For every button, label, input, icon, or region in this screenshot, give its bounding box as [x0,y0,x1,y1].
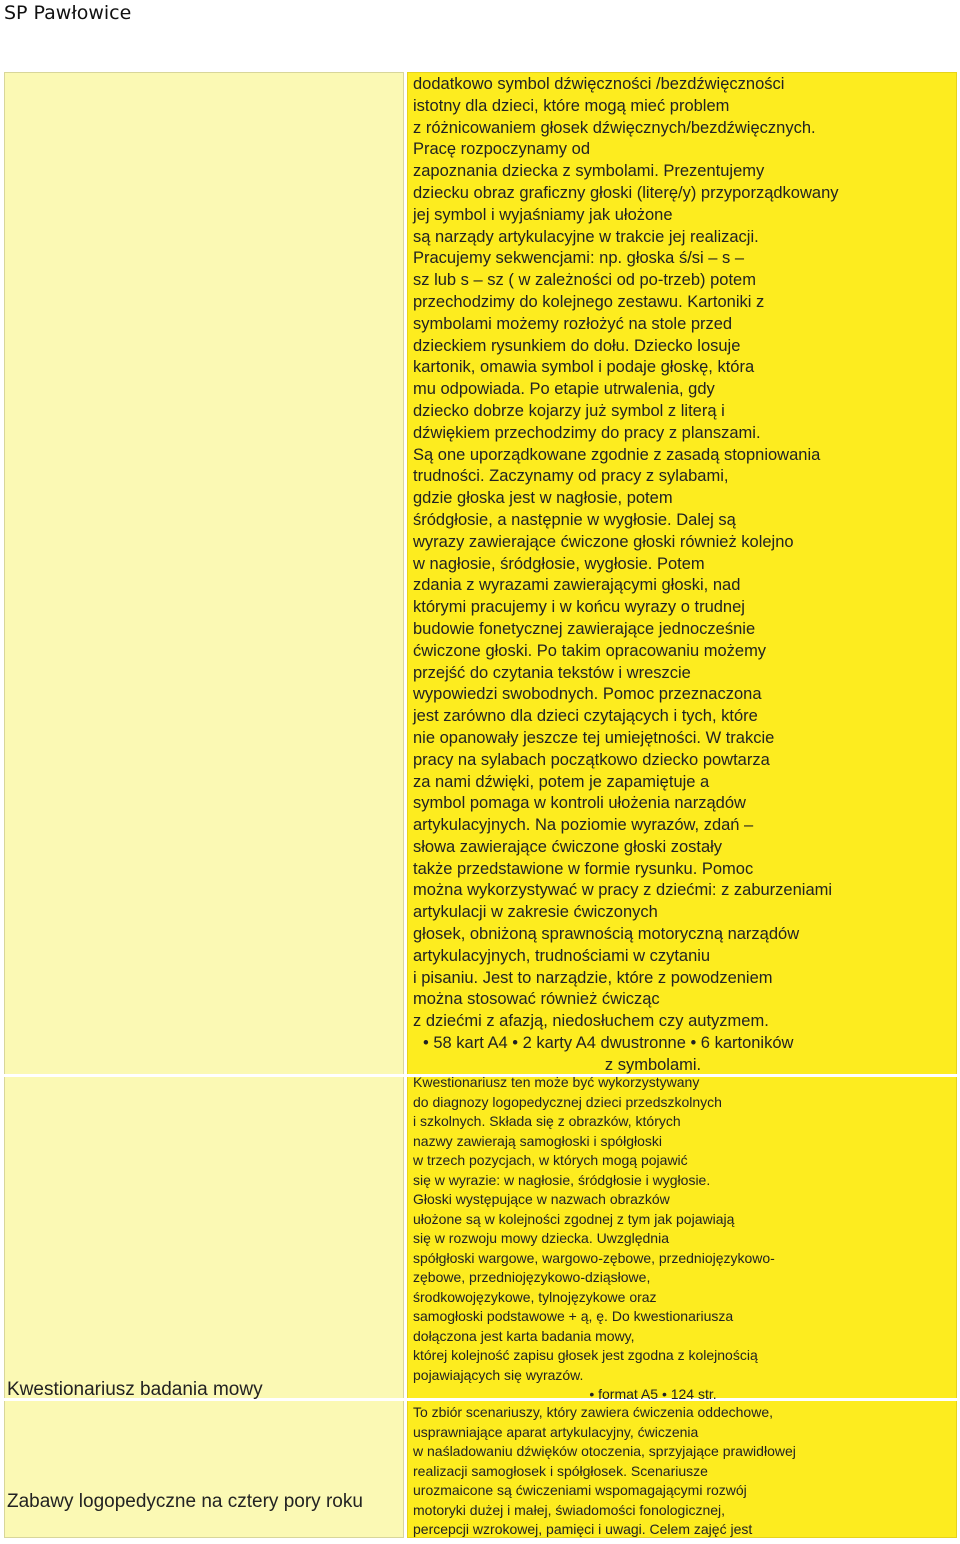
description-line: To zbiór scenariuszy, który zawiera ćwiczenia oddechowe, [413,1404,774,1420]
row-3-product-name: Zabawy logopedyczne na cztery pory roku [7,1491,363,1512]
description-line: dołączona jest karta badania mowy, [413,1327,635,1344]
description-line: można stosować również ćwicząc [413,990,660,1009]
product-name-column [4,72,404,1538]
product-spec-line: • format A5 • 124 str. [589,1386,717,1402]
description-line: urozmaicone są ćwiczeniami wspomagającymi rozwój [413,1482,747,1498]
description-line: do diagnozy logopedycznej dzieci przedszkolnych [413,1093,722,1110]
description-line: można wykorzystywać w pracy z dziećmi: z zaburzeniami [413,881,833,900]
description-line: śródgłosie, a następnie w wygłosie. Dalej są [413,510,736,529]
description-line: realizacji samogłosek i spółgłosek. Scenariusze [413,1462,708,1479]
description-line: której kolejność zapisu głosek jest zgodna z kolejnością [413,1347,758,1363]
description-line: się w rozwoju mowy dziecka. Uwzględnia [413,1230,669,1246]
product-spec-line: z symbolami. [604,1055,702,1074]
description-line: ćwiczone głoski. Po takim opracowaniu możemy [413,641,767,660]
description-line: dźwiękiem przechodzimy do pracy z planszami. [413,423,761,442]
description-line: w naśladowaniu dźwięków otoczenia, sprzyjające prawidłowej [413,1443,796,1459]
description-line: zębowe, przedniojęzykowo-dziąsłowe, [413,1269,651,1285]
description-line: usprawniające aparat artykulacyjny, ćwiczenia [413,1423,699,1440]
description-line: dziecko dobrze kojarzy już symbol z literą i [413,401,725,420]
description-line: zdania z wyrazami zawierającymi głoski, nad [413,576,741,595]
description-line: nazwy zawierają samogłoski i spółgłoski [413,1132,662,1149]
row-2-product-name: Kwestionariusz badania mowy [7,1379,263,1400]
description-line: także przedstawione w formie rysunku. Pomoc [413,859,754,878]
description-line: z dziećmi z afazją, niedosłuchem czy autyzmem. [413,1012,769,1031]
description-line: zapoznania dziecka z symbolami. Prezentujemy [413,162,765,181]
row-3-description [413,1403,953,1540]
description-line: dzieckiem rysunkiem do dołu. Dziecko losuje [413,336,741,355]
description-line: Pracę rozpoczynamy od [413,140,590,159]
description-line: artykulacyjnych. Na poziomie wyrazów, zdań – [413,816,754,835]
description-line: wyrazy zawierające ćwiczone głoski również kolejno [413,532,794,551]
description-line: kartonik, omawia symbol i podaje głoskę, która [413,358,755,377]
row-2-description [413,1073,953,1405]
page-title: SP Pawłowice [4,2,132,24]
description-line: w nagłosie, śródgłosie, wygłosie. Potem [413,554,705,573]
description-line: sz lub s – sz ( w zależności od po-trzeb) potem [413,271,756,290]
description-line: przechodzimy do kolejnego zestawu. Kartoniki z [413,292,765,311]
description-line: dziecku obraz graficzny głoski (literę/y) przyporządkowany [413,183,839,202]
description-line: wypowiedzi swobodnych. Pomoc przeznaczona [413,685,762,704]
description-line: trudności. Zaczynamy od pracy z sylabami, [413,467,729,486]
description-line: za nami dźwięki, potem je zapamiętuje a [413,772,710,791]
description-line: w trzech pozycjach, w których mogą pojawić [413,1152,688,1168]
description-line: się w wyrazie: w nagłosie, śródgłosie i wygłosie. [413,1171,711,1188]
description-line: z różnicowaniem głosek dźwięcznych/bezdźwięcznych. [413,118,816,137]
description-line: pojawiających się wyrazów. [413,1366,584,1383]
description-line: którymi pracujemy i w końcu wyrazy o trudnej [413,598,745,617]
description-line: symbol pomaga w kontroli ułożenia narządów [413,794,746,813]
description-line: nie opanowały jeszcze tej umiejętności. W trakcie [413,728,775,747]
description-line: jest zarówno dla dzieci czytających i tych, które [413,707,758,726]
description-line: artykulacyjnych, trudnościami w czytaniu [413,946,711,965]
description-line: są narządy artykulacyjne w trakcie jej realizacji. [413,227,759,246]
description-line: głosek, obniżoną sprawnością motoryczną narządów [413,925,800,944]
product-spec-line: • 58 kart A4 • 2 karty A4 dwustronne • 6 kartoników [423,1034,794,1053]
description-line: jej symbol i wyjaśniamy jak ułożone [413,205,673,224]
description-line: spółgłoski wargowe, wargowo-zębowe, przedniojęzykowo- [413,1249,775,1266]
description-line: percepcji wzrokowej, pamięci i uwagi. Celem zajęć jest [413,1521,753,1537]
description-line: i szkolnych. Składa się z obrazków, których [413,1113,681,1129]
row-1-description [413,74,953,1077]
description-line: pracy na sylabach początkowo dziecko powtarza [413,750,770,769]
description-line: istotny dla dzieci, które mogą mieć problem [413,96,730,115]
description-line: Głoski występujące w nazwach obrazków [413,1191,670,1207]
description-line: Pracujemy sekwencjami: np. głoska ś/si – s – [413,249,745,268]
description-line: Są one uporządkowane zgodnie z zasadą stopniowania [413,445,821,464]
description-line: gdzie głoska jest w nagłosie, potem [413,489,673,508]
description-line: symbolami możemy rozłożyć na stole przed [413,314,733,333]
description-line: artykulacji w zakresie ćwiczonych [413,903,658,922]
description-line: budowie fonetycznej zawierające jednocześnie [413,619,756,638]
description-line: i pisaniu. Jest to narządzie, które z powodzeniem [413,968,773,987]
description-line: dodatkowo symbol dźwięczności /bezdźwięczności [413,75,785,93]
description-line: ułożone są w kolejności zgodnej z tym jak pojawiają [413,1210,735,1227]
description-line: przejść do czytania tekstów i wreszcie [413,663,691,682]
description-line: Kwestionariusz ten może być wykorzystywany [413,1074,700,1090]
description-line: mu odpowiada. Po etapie utrwalenia, gdy [413,380,715,399]
description-line: słowa zawierające ćwiczone głoski zostały [413,837,723,856]
description-line: środkowojęzykowe, tylnojęzykowe oraz [413,1288,657,1305]
description-line: samogłoski podstawowe + ą, ę. Do kwestionariusza [413,1308,734,1324]
description-line: motoryki dużej i małej, świadomości fonologicznej, [413,1501,726,1518]
